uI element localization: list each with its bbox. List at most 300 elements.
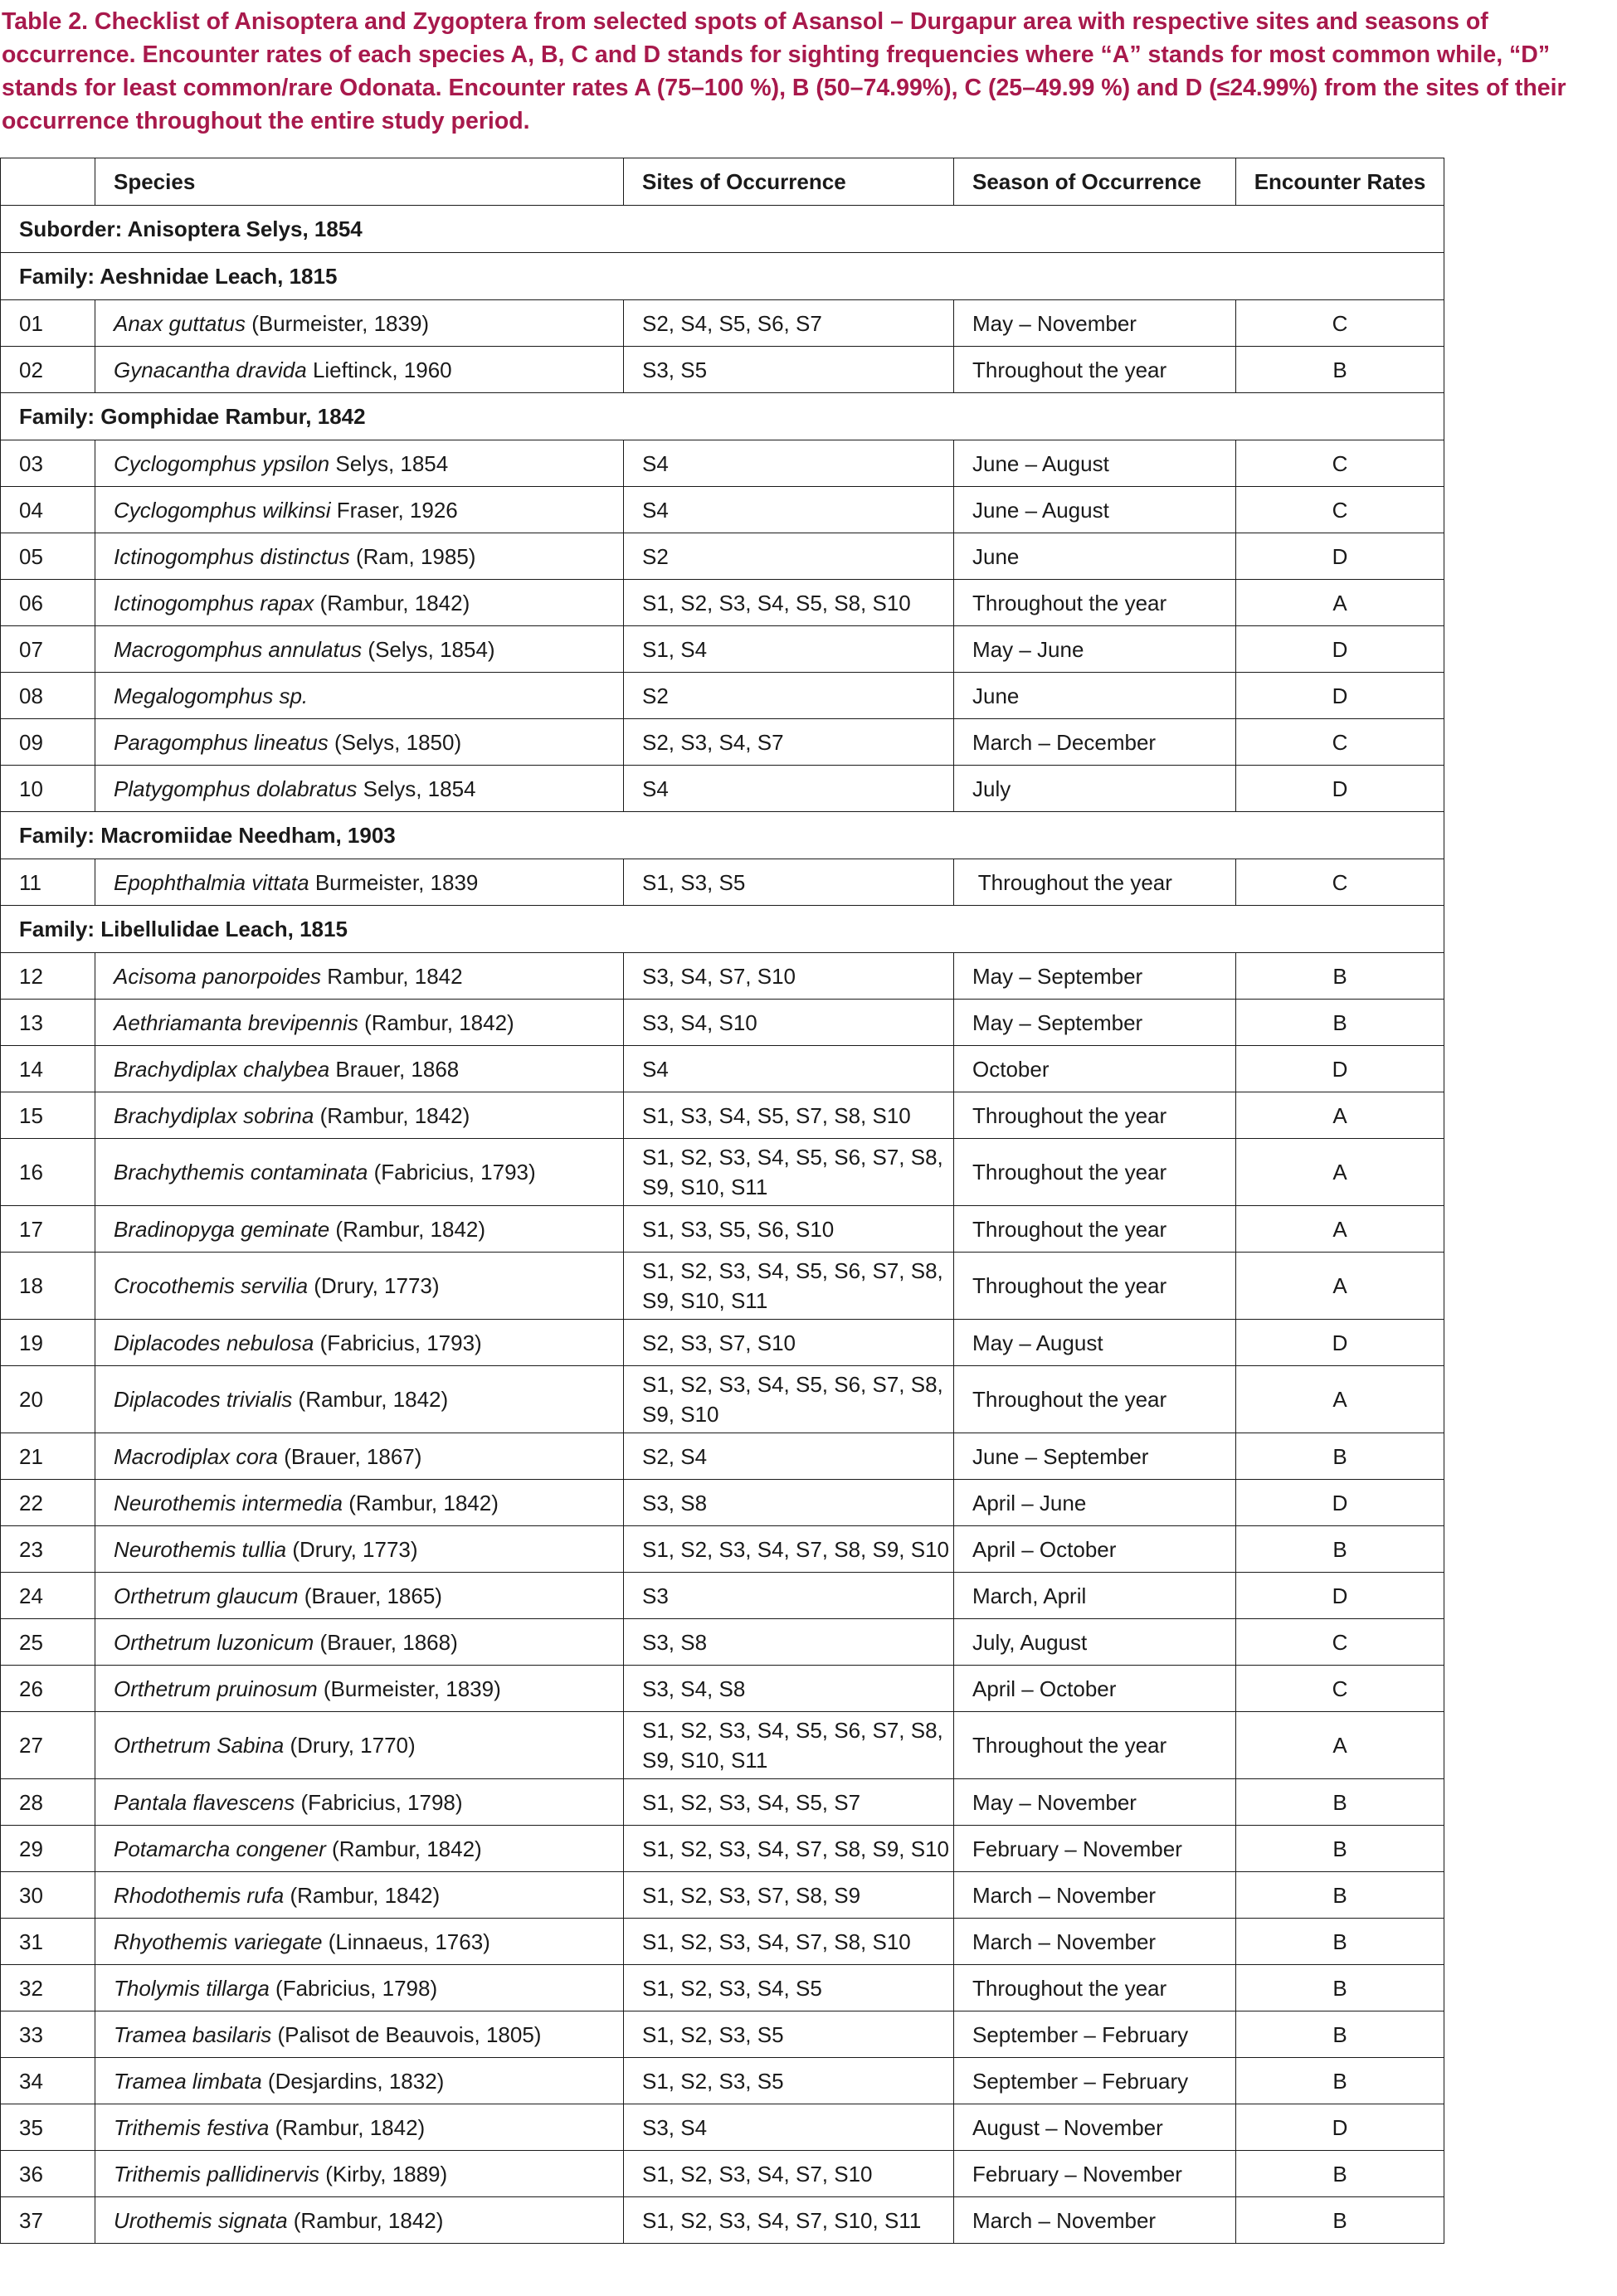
species-authority: (Fabricius, 1793) xyxy=(368,1160,536,1184)
species-name: Macrodiplax cora xyxy=(114,1443,278,1469)
season-of-occurrence: February – November xyxy=(954,1826,1236,1872)
sites-of-occurrence: S2, S3, S7, S10 xyxy=(624,1320,954,1366)
species-authority: Selys, 1854 xyxy=(357,776,476,801)
group-heading: Family: Gomphidae Rambur, 1842 xyxy=(1,393,1444,440)
sites-of-occurrence: S2 xyxy=(624,673,954,719)
species-cell xyxy=(95,1826,624,1872)
species-authority: (Rambur, 1842) xyxy=(292,1387,449,1412)
table-row xyxy=(1,2058,1444,2104)
species-authority: (Selys, 1850) xyxy=(328,729,462,755)
encounter-rate: B xyxy=(1236,1965,1444,2011)
species-name: Rhyothemis variegate xyxy=(114,1929,323,1954)
species-cell xyxy=(95,1480,624,1526)
species-cell xyxy=(95,626,624,673)
species-cell xyxy=(95,766,624,812)
table-row xyxy=(1,347,1444,393)
species-cell xyxy=(95,1253,624,1320)
species-number: 14 xyxy=(1,1046,95,1092)
table-body xyxy=(1,158,1444,2244)
season-of-occurrence: April – October xyxy=(954,1666,1236,1712)
species-authority: Brauer, 1868 xyxy=(329,1056,460,1082)
species-cell xyxy=(95,2104,624,2151)
species-cell xyxy=(95,2197,624,2244)
season-of-occurrence: March – November xyxy=(954,1872,1236,1919)
species-number: 30 xyxy=(1,1872,95,1919)
species-authority: (Ram, 1985) xyxy=(349,543,476,569)
group-heading: Suborder: Anisoptera Selys, 1854 xyxy=(1,206,1444,253)
species-name: Epophthalmia vittata xyxy=(114,869,309,895)
species-number: 34 xyxy=(1,2058,95,2104)
species-number: 03 xyxy=(1,440,95,487)
species-number: 24 xyxy=(1,1573,95,1619)
encounter-rate: B xyxy=(1236,347,1444,393)
table-row xyxy=(1,1965,1444,2011)
species-cell xyxy=(95,1366,624,1433)
species-cell xyxy=(95,440,624,487)
table-row xyxy=(1,1619,1444,1666)
species-cell xyxy=(95,1320,624,1366)
table-row xyxy=(1,673,1444,719)
species-name: Tramea limbata xyxy=(114,2068,262,2094)
species-authority: (Rambur, 1842) xyxy=(314,590,470,615)
sites-of-occurrence: S3 xyxy=(624,1573,954,1619)
table-row xyxy=(1,1139,1444,1206)
species-name: Paragomphus lineatus xyxy=(114,729,329,755)
table-row xyxy=(1,1092,1444,1139)
table-row xyxy=(1,1320,1444,1366)
species-name: Orthetrum luzonicum xyxy=(114,1629,314,1655)
species-name: Diplacodes nebulosa xyxy=(114,1330,314,1355)
sites-of-occurrence: S3, S4, S10 xyxy=(624,1000,954,1046)
species-authority: (Drury, 1770) xyxy=(284,1733,416,1758)
species-name: Megalogomphus sp. xyxy=(114,683,309,708)
sites-of-occurrence: S2, S4, S5, S6, S7 xyxy=(624,300,954,347)
table-row xyxy=(1,300,1444,347)
season-of-occurrence: Throughout the year xyxy=(954,1253,1236,1320)
species-number: 22 xyxy=(1,1480,95,1526)
table-row xyxy=(1,2151,1444,2197)
species-number: 13 xyxy=(1,1000,95,1046)
season-of-occurrence: Throughout the year xyxy=(954,1712,1236,1779)
species-name: Acisoma panorpoides xyxy=(114,963,322,989)
table-row xyxy=(1,859,1444,906)
encounter-rate: D xyxy=(1236,533,1444,580)
species-cell xyxy=(95,300,624,347)
species-cell xyxy=(95,1573,624,1619)
encounter-rate: A xyxy=(1236,1366,1444,1433)
encounter-rate: D xyxy=(1236,1046,1444,1092)
sites-of-occurrence: S4 xyxy=(624,487,954,533)
species-name: Brachythemis contaminata xyxy=(114,1160,368,1184)
species-name: Macrogomphus annulatus xyxy=(114,636,363,662)
table-row xyxy=(1,1206,1444,1253)
table-row xyxy=(1,1919,1444,1965)
season-of-occurrence: June xyxy=(954,673,1236,719)
species-authority: (Rambur, 1842) xyxy=(284,1882,441,1908)
encounter-rate: C xyxy=(1236,440,1444,487)
encounter-rate: A xyxy=(1236,580,1444,626)
species-name: Pantala flavescens xyxy=(114,1789,295,1815)
table-row xyxy=(1,1526,1444,1573)
species-name: Crocothemis servilia xyxy=(114,1273,309,1298)
encounter-rate: B xyxy=(1236,2058,1444,2104)
species-number: 06 xyxy=(1,580,95,626)
group-heading-row xyxy=(1,393,1444,440)
encounter-rate: D xyxy=(1236,1573,1444,1619)
table-row xyxy=(1,1480,1444,1526)
species-cell xyxy=(95,673,624,719)
season-of-occurrence: September – February xyxy=(954,2011,1236,2058)
sites-of-occurrence: S1, S2, S3, S4, S5, S8, S10 xyxy=(624,580,954,626)
species-name: Neurothemis intermedia xyxy=(114,1490,343,1515)
season-of-occurrence: September – February xyxy=(954,2058,1236,2104)
species-name: Brachydiplax chalybea xyxy=(114,1056,330,1082)
encounter-rate: B xyxy=(1236,1826,1444,1872)
season-of-occurrence: Throughout the year xyxy=(954,1366,1236,1433)
species-name: Orthetrum glaucum xyxy=(114,1583,299,1608)
species-cell xyxy=(95,487,624,533)
species-number: 21 xyxy=(1,1433,95,1480)
encounter-rate: B xyxy=(1236,1919,1444,1965)
species-authority: (Rambur, 1842) xyxy=(287,2207,444,2233)
season-of-occurrence: June – August xyxy=(954,440,1236,487)
species-cell xyxy=(95,859,624,906)
sites-of-occurrence: S1, S2, S3, S5 xyxy=(624,2011,954,2058)
species-number: 18 xyxy=(1,1253,95,1320)
sites-of-occurrence: S2, S3, S4, S7 xyxy=(624,719,954,766)
encounter-rate: B xyxy=(1236,953,1444,1000)
species-authority: (Drury, 1773) xyxy=(286,1536,418,1562)
sites-of-occurrence: S1, S3, S5 xyxy=(624,859,954,906)
species-authority: (Fabricius, 1798) xyxy=(295,1789,463,1815)
header-species: Species xyxy=(95,158,624,206)
encounter-rate: B xyxy=(1236,1872,1444,1919)
species-name: Cyclogomphus wilkinsi xyxy=(114,497,331,523)
species-cell xyxy=(95,1526,624,1573)
sites-of-occurrence: S1, S2, S3, S4, S5, S6, S7, S8, S9, S10, S11 xyxy=(624,1139,954,1206)
species-name: Rhodothemis rufa xyxy=(114,1882,285,1908)
sites-of-occurrence: S4 xyxy=(624,440,954,487)
sites-of-occurrence: S1, S2, S3, S4, S7, S10 xyxy=(624,2151,954,2197)
sites-of-occurrence: S3, S8 xyxy=(624,1480,954,1526)
encounter-rate: D xyxy=(1236,626,1444,673)
species-cell xyxy=(95,1139,624,1206)
season-of-occurrence: Throughout the year xyxy=(954,859,1236,906)
species-authority: (Palisot de Beauvois, 1805) xyxy=(271,2021,542,2047)
encounter-rate: C xyxy=(1236,300,1444,347)
species-name: Tholymis tillarga xyxy=(114,1975,270,2001)
season-of-occurrence: March – November xyxy=(954,2197,1236,2244)
species-name: Cyclogomphus ypsilon xyxy=(114,450,330,476)
encounter-rate: C xyxy=(1236,719,1444,766)
species-name: Brachydiplax sobrina xyxy=(114,1102,314,1128)
table-row xyxy=(1,1046,1444,1092)
species-number: 29 xyxy=(1,1826,95,1872)
species-cell xyxy=(95,1046,624,1092)
species-cell xyxy=(95,1619,624,1666)
season-of-occurrence: July xyxy=(954,766,1236,812)
encounter-rate: D xyxy=(1236,673,1444,719)
season-of-occurrence: August – November xyxy=(954,2104,1236,2151)
encounter-rate: B xyxy=(1236,1000,1444,1046)
season-of-occurrence: May – September xyxy=(954,1000,1236,1046)
species-authority: (Drury, 1773) xyxy=(308,1273,440,1298)
encounter-rate: B xyxy=(1236,2197,1444,2244)
sites-of-occurrence: S1, S2, S3, S4, S5, S6, S7, S8, S9, S10 xyxy=(624,1366,954,1433)
species-cell xyxy=(95,347,624,393)
table-row xyxy=(1,953,1444,1000)
sites-of-occurrence: S1, S4 xyxy=(624,626,954,673)
table-row xyxy=(1,1872,1444,1919)
table-row xyxy=(1,1433,1444,1480)
species-cell xyxy=(95,953,624,1000)
species-number: 28 xyxy=(1,1779,95,1826)
species-number: 26 xyxy=(1,1666,95,1712)
group-heading: Family: Aeshnidae Leach, 1815 xyxy=(1,253,1444,300)
species-number: 05 xyxy=(1,533,95,580)
species-authority: (Burmeister, 1839) xyxy=(317,1676,501,1701)
table-row xyxy=(1,1826,1444,1872)
species-authority: (Fabricius, 1798) xyxy=(269,1975,438,2001)
encounter-rate: A xyxy=(1236,1206,1444,1253)
table-row xyxy=(1,2197,1444,2244)
species-number: 35 xyxy=(1,2104,95,2151)
table-row xyxy=(1,1779,1444,1826)
encounter-rate: D xyxy=(1236,766,1444,812)
season-of-occurrence: Throughout the year xyxy=(954,1139,1236,1206)
species-cell xyxy=(95,1433,624,1480)
species-name: Gynacantha dravida xyxy=(114,357,307,382)
group-heading: Family: Libellulidae Leach, 1815 xyxy=(1,906,1444,953)
table-row xyxy=(1,1366,1444,1433)
sites-of-occurrence: S1, S2, S3, S4, S7, S8, S9, S10 xyxy=(624,1826,954,1872)
species-authority: (Selys, 1854) xyxy=(362,636,495,662)
encounter-rate: C xyxy=(1236,1619,1444,1666)
sites-of-occurrence: S3, S4, S7, S10 xyxy=(624,953,954,1000)
species-name: Tramea basilaris xyxy=(114,2021,272,2047)
table-row xyxy=(1,766,1444,812)
species-cell xyxy=(95,1092,624,1139)
species-authority: Selys, 1854 xyxy=(329,450,449,476)
table-row xyxy=(1,1253,1444,1320)
group-heading-row xyxy=(1,206,1444,253)
encounter-rate: C xyxy=(1236,1666,1444,1712)
encounter-rate: D xyxy=(1236,2104,1444,2151)
season-of-occurrence: Throughout the year xyxy=(954,1965,1236,2011)
season-of-occurrence: Throughout the year xyxy=(954,347,1236,393)
encounter-rate: D xyxy=(1236,1480,1444,1526)
species-name: Orthetrum pruinosum xyxy=(114,1676,318,1701)
encounter-rate: B xyxy=(1236,2011,1444,2058)
season-of-occurrence: March – December xyxy=(954,719,1236,766)
species-authority: (Rambur, 1842) xyxy=(329,1216,486,1242)
sites-of-occurrence: S1, S2, S3, S7, S8, S9 xyxy=(624,1872,954,1919)
species-authority: (Desjardins, 1832) xyxy=(261,2068,445,2094)
encounter-rate: D xyxy=(1236,1320,1444,1366)
species-name: Urothemis signata xyxy=(114,2207,288,2233)
species-authority: (Rambur, 1842) xyxy=(325,1836,482,1861)
species-number: 20 xyxy=(1,1366,95,1433)
table-row xyxy=(1,2104,1444,2151)
species-authority: (Brauer, 1868) xyxy=(314,1629,458,1655)
species-name: Diplacodes trivialis xyxy=(114,1387,293,1412)
species-number: 37 xyxy=(1,2197,95,2244)
species-number: 27 xyxy=(1,1712,95,1779)
table-row xyxy=(1,1000,1444,1046)
sites-of-occurrence: S1, S2, S3, S4, S5, S6, S7, S8, S9, S10, S11 xyxy=(624,1712,954,1779)
species-number: 04 xyxy=(1,487,95,533)
species-cell xyxy=(95,1206,624,1253)
sites-of-occurrence: S1, S2, S3, S4, S7, S10, S11 xyxy=(624,2197,954,2244)
species-authority: (Rambur, 1842) xyxy=(358,1009,514,1035)
species-number: 02 xyxy=(1,347,95,393)
season-of-occurrence: June – August xyxy=(954,487,1236,533)
table-row xyxy=(1,440,1444,487)
species-cell xyxy=(95,2151,624,2197)
sites-of-occurrence: S1, S2, S3, S4, S5 xyxy=(624,1965,954,2011)
species-number: 07 xyxy=(1,626,95,673)
season-of-occurrence: Throughout the year xyxy=(954,580,1236,626)
header-number xyxy=(1,158,95,206)
season-of-occurrence: May – November xyxy=(954,1779,1236,1826)
season-of-occurrence: March – November xyxy=(954,1919,1236,1965)
species-number: 25 xyxy=(1,1619,95,1666)
season-of-occurrence: June xyxy=(954,533,1236,580)
species-cell xyxy=(95,1666,624,1712)
table-row xyxy=(1,1712,1444,1779)
sites-of-occurrence: S3, S4 xyxy=(624,2104,954,2151)
encounter-rate: B xyxy=(1236,1433,1444,1480)
encounter-rate: A xyxy=(1236,1253,1444,1320)
species-name: Aethriamanta brevipennis xyxy=(114,1009,358,1035)
sites-of-occurrence: S1, S3, S4, S5, S7, S8, S10 xyxy=(624,1092,954,1139)
sites-of-occurrence: S1, S2, S3, S5 xyxy=(624,2058,954,2104)
sites-of-occurrence: S1, S2, S3, S4, S7, S8, S9, S10 xyxy=(624,1526,954,1573)
species-cell xyxy=(95,580,624,626)
species-name: Neurothemis tullia xyxy=(114,1536,287,1562)
sites-of-occurrence: S3, S8 xyxy=(624,1619,954,1666)
encounter-rate: A xyxy=(1236,1712,1444,1779)
group-heading-row xyxy=(1,253,1444,300)
season-of-occurrence: April – October xyxy=(954,1526,1236,1573)
encounter-rate: B xyxy=(1236,1779,1444,1826)
species-name: Bradinopyga geminate xyxy=(114,1216,330,1242)
species-authority: Fraser, 1926 xyxy=(330,497,458,523)
encounter-rate: B xyxy=(1236,2151,1444,2197)
sites-of-occurrence: S1, S2, S3, S4, S5, S6, S7, S8, S9, S10, S11 xyxy=(624,1253,954,1320)
encounter-rate: A xyxy=(1236,1092,1444,1139)
species-authority: (Burmeister, 1839) xyxy=(246,310,430,336)
species-cell xyxy=(95,2058,624,2104)
season-of-occurrence: May – September xyxy=(954,953,1236,1000)
season-of-occurrence: May – August xyxy=(954,1320,1236,1366)
group-heading-row xyxy=(1,906,1444,953)
species-number: 19 xyxy=(1,1320,95,1366)
sites-of-occurrence: S2 xyxy=(624,533,954,580)
species-authority: Rambur, 1842 xyxy=(321,963,463,989)
species-cell xyxy=(95,719,624,766)
season-of-occurrence: May – November xyxy=(954,300,1236,347)
season-of-occurrence: Throughout the year xyxy=(954,1092,1236,1139)
header-season: Season of Occurrence xyxy=(954,158,1236,206)
species-name: Orthetrum Sabina xyxy=(114,1733,285,1758)
table-row xyxy=(1,2011,1444,2058)
header-encounter-rate: Encounter Rates xyxy=(1236,158,1444,206)
species-authority: (Rambur, 1842) xyxy=(314,1102,470,1128)
table-row xyxy=(1,487,1444,533)
sites-of-occurrence: S4 xyxy=(624,766,954,812)
species-number: 31 xyxy=(1,1919,95,1965)
species-authority: Lieftinck, 1960 xyxy=(306,357,452,382)
table-row xyxy=(1,580,1444,626)
species-authority: (Rambur, 1842) xyxy=(269,2114,426,2140)
table-row xyxy=(1,1666,1444,1712)
sites-of-occurrence: S3, S4, S8 xyxy=(624,1666,954,1712)
species-name: Trithemis pallidinervis xyxy=(114,2161,320,2187)
table-row xyxy=(1,719,1444,766)
season-of-occurrence: October xyxy=(954,1046,1236,1092)
table-caption: Table 2. Checklist of Anisoptera and Zygoptera from selected spots of Asansol – Durgapur area with respective sites and seasons of occurrence. Encounter rates of each species A, B, C and D stands for sighting frequencies where “A” stands for most common while, “D” stands for least common/rare Odonata. Encounter rates A (75–100 %), B (50–74.99%), C (25–49.99 %) and D (≤24.99%) from the sites of their occurrence throughout the entire study period. xyxy=(2,8,1566,134)
species-name: Anax guttatus xyxy=(114,310,246,336)
table-row xyxy=(1,533,1444,580)
species-authority: (Fabricius, 1793) xyxy=(314,1330,482,1355)
species-cell xyxy=(95,1965,624,2011)
species-authority: Burmeister, 1839 xyxy=(309,869,479,895)
species-name: Potamarcha congener xyxy=(114,1836,326,1861)
species-authority: (Brauer, 1865) xyxy=(298,1583,442,1608)
season-of-occurrence: April – June xyxy=(954,1480,1236,1526)
sites-of-occurrence: S1, S2, S3, S4, S7, S8, S10 xyxy=(624,1919,954,1965)
table-row xyxy=(1,626,1444,673)
species-name: Ictinogomphus distinctus xyxy=(114,543,350,569)
season-of-occurrence: March, April xyxy=(954,1573,1236,1619)
encounter-rate: B xyxy=(1236,1526,1444,1573)
species-number: 33 xyxy=(1,2011,95,2058)
species-number: 36 xyxy=(1,2151,95,2197)
species-name: Trithemis festiva xyxy=(114,2114,270,2140)
species-authority: (Rambur, 1842) xyxy=(343,1490,499,1515)
species-cell xyxy=(95,533,624,580)
species-number: 10 xyxy=(1,766,95,812)
species-number: 08 xyxy=(1,673,95,719)
species-number: 17 xyxy=(1,1206,95,1253)
species-number: 12 xyxy=(1,953,95,1000)
species-number: 23 xyxy=(1,1526,95,1573)
species-number: 09 xyxy=(1,719,95,766)
header-sites: Sites of Occurrence xyxy=(624,158,954,206)
species-cell xyxy=(95,1919,624,1965)
species-cell xyxy=(95,1872,624,1919)
species-number: 32 xyxy=(1,1965,95,2011)
sites-of-occurrence: S1, S2, S3, S4, S5, S7 xyxy=(624,1779,954,1826)
season-of-occurrence: Throughout the year xyxy=(954,1206,1236,1253)
season-of-occurrence: July, August xyxy=(954,1619,1236,1666)
species-name: Platygomphus dolabratus xyxy=(114,776,358,801)
species-cell xyxy=(95,1779,624,1826)
species-name: Ictinogomphus rapax xyxy=(114,590,314,615)
season-of-occurrence: May – June xyxy=(954,626,1236,673)
sites-of-occurrence: S4 xyxy=(624,1046,954,1092)
species-cell xyxy=(95,1712,624,1779)
table-row xyxy=(1,1573,1444,1619)
species-number: 15 xyxy=(1,1092,95,1139)
season-of-occurrence: June – September xyxy=(954,1433,1236,1480)
species-authority: (Kirby, 1889) xyxy=(319,2161,448,2187)
group-heading: Family: Macromiidae Needham, 1903 xyxy=(1,812,1444,859)
species-cell xyxy=(95,2011,624,2058)
sites-of-occurrence: S2, S4 xyxy=(624,1433,954,1480)
encounter-rate: C xyxy=(1236,859,1444,906)
